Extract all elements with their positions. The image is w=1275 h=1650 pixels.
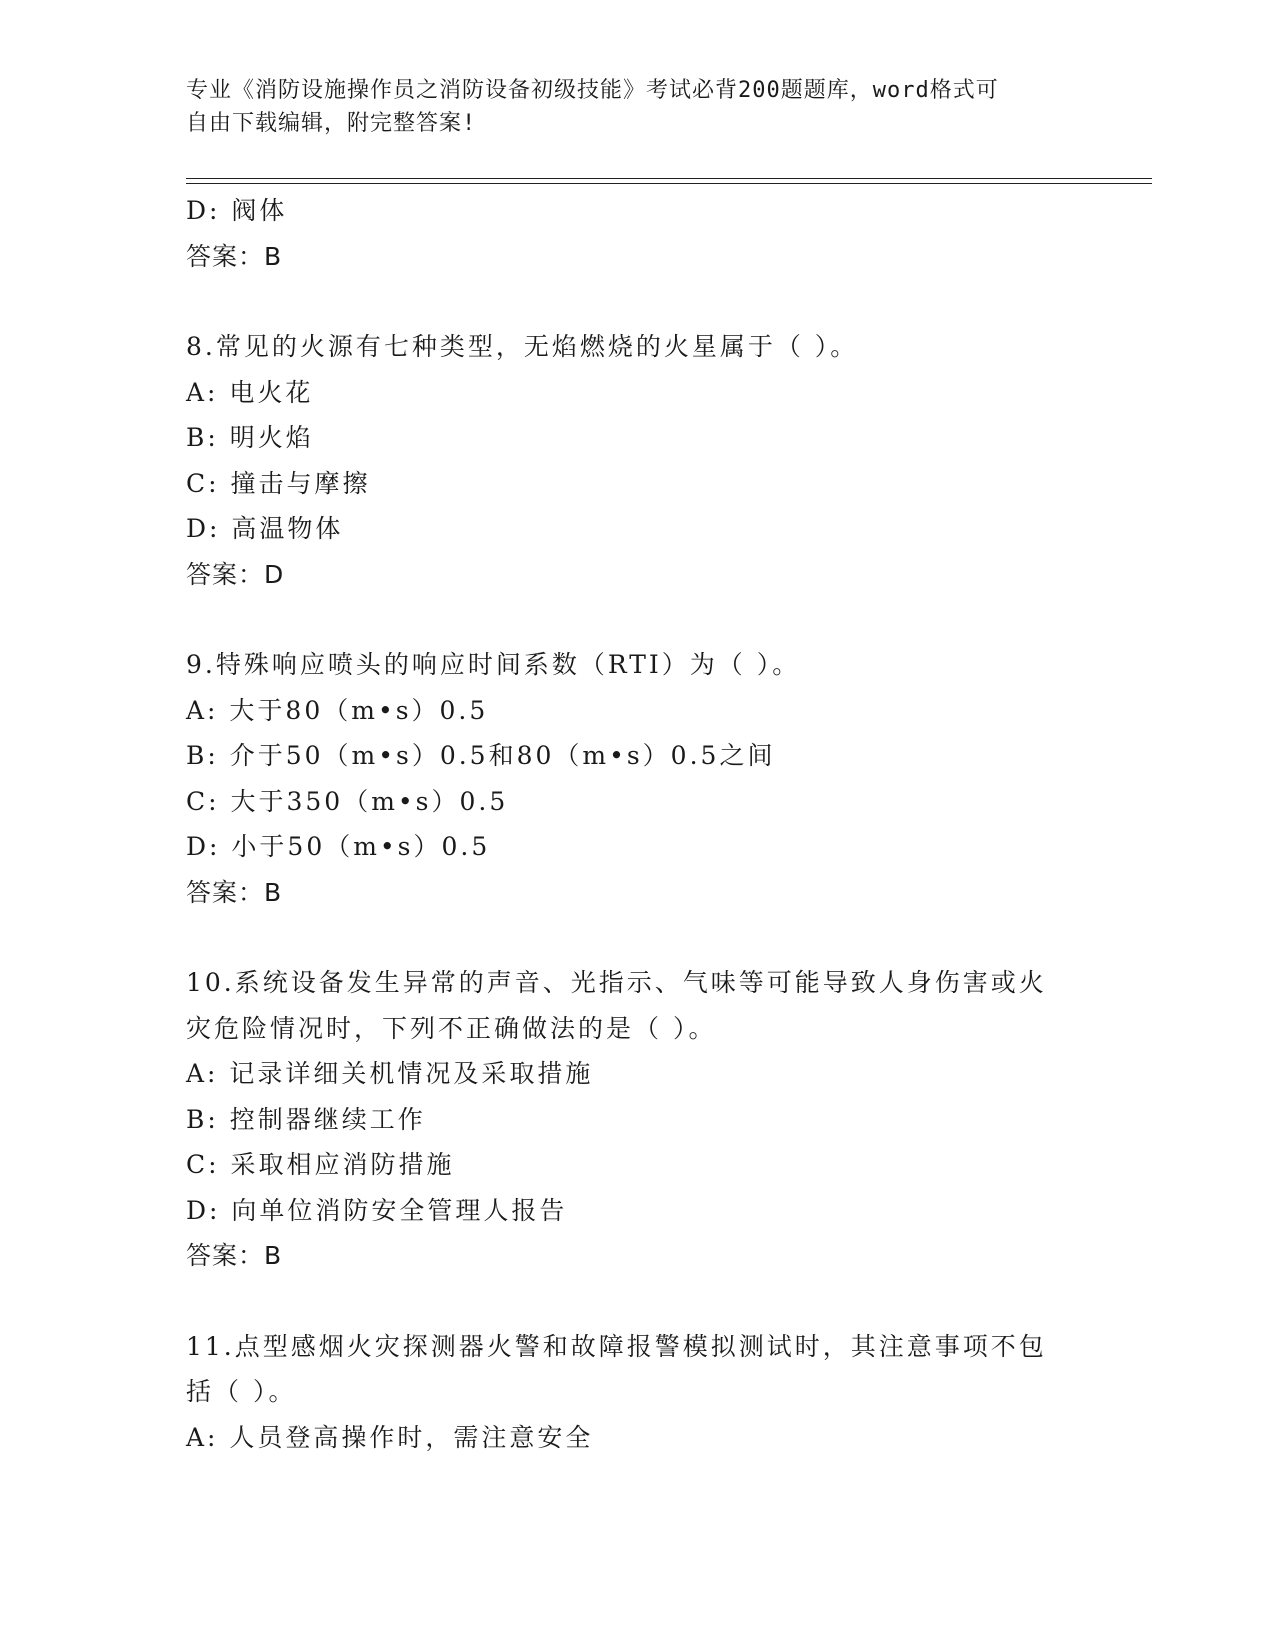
option-a: A: 大于80（m•s）0.5 (186, 695, 489, 725)
option-a: A: 人员登高操作时，需注意安全 (186, 1422, 594, 1452)
question-stem: 8.常见的火源有七种类型，无焰燃烧的火星属于（ ）。 (186, 332, 859, 361)
question-stem-line-2: 括（ ）。 (186, 1377, 297, 1406)
answer-line: 答案：D (186, 559, 285, 589)
answer-line: 答案：B (186, 241, 283, 271)
question-item-8 (186, 324, 1086, 597)
option-d: D: 向单位消防安全管理人报告 (186, 1195, 568, 1225)
question-item-9 (186, 642, 1086, 915)
answer-line: 答案：B (186, 1241, 283, 1270)
question-item-10 (186, 960, 1086, 1279)
header-divider-bottom (186, 183, 1152, 184)
option-d: D: 高温物体 (186, 514, 344, 543)
question-stem: 9.特殊响应喷头的响应时间系数（RTI）为（ ）。 (186, 650, 801, 679)
option-a: A: 记录详细关机情况及采取措施 (186, 1059, 594, 1088)
option-b: B: 控制器继续工作 (186, 1104, 426, 1134)
question-stem-line-1: 10.系统设备发生异常的声音、光指示、气味等可能导致人身伤害或火 (186, 968, 1047, 997)
spacer (186, 279, 1086, 324)
option-c: C: 撞击与摩擦 (186, 468, 371, 498)
option-c: C: 采取相应消防措施 (186, 1150, 455, 1179)
spacer (186, 915, 1086, 960)
document-header (186, 74, 1066, 140)
option-b: B: 介于50（m•s）0.5和80（m•s）0.5之间 (186, 741, 776, 770)
header-title-line-1: 专业《消防设施操作员之消防设备初级技能》考试必背200题题库，word格式可 (186, 78, 999, 103)
option-b: B: 明火焰 (186, 423, 314, 452)
question-stem-line-1: 11.点型感烟火灾探测器火警和故障报警模拟测试时，其注意事项不包 (186, 1331, 1047, 1361)
option-c: C: 大于350（m•s）0.5 (186, 786, 509, 816)
header-divider-top (186, 178, 1152, 179)
question-list (186, 188, 1086, 1460)
spacer (186, 1279, 1086, 1324)
option-a: A: 电火花 (186, 377, 314, 407)
spacer (186, 597, 1086, 642)
header-title-line-2: 自由下载编辑，附完整答案! (186, 111, 477, 136)
answer-line: 答案：B (186, 877, 283, 907)
question-item-11 (186, 1324, 1086, 1461)
question-stem-line-2: 灾危险情况时，下列不正确做法的是（ ）。 (186, 1013, 717, 1043)
option-d: D: 阀体 (186, 196, 288, 225)
option-d: D: 小于50（m•s）0.5 (186, 832, 491, 861)
